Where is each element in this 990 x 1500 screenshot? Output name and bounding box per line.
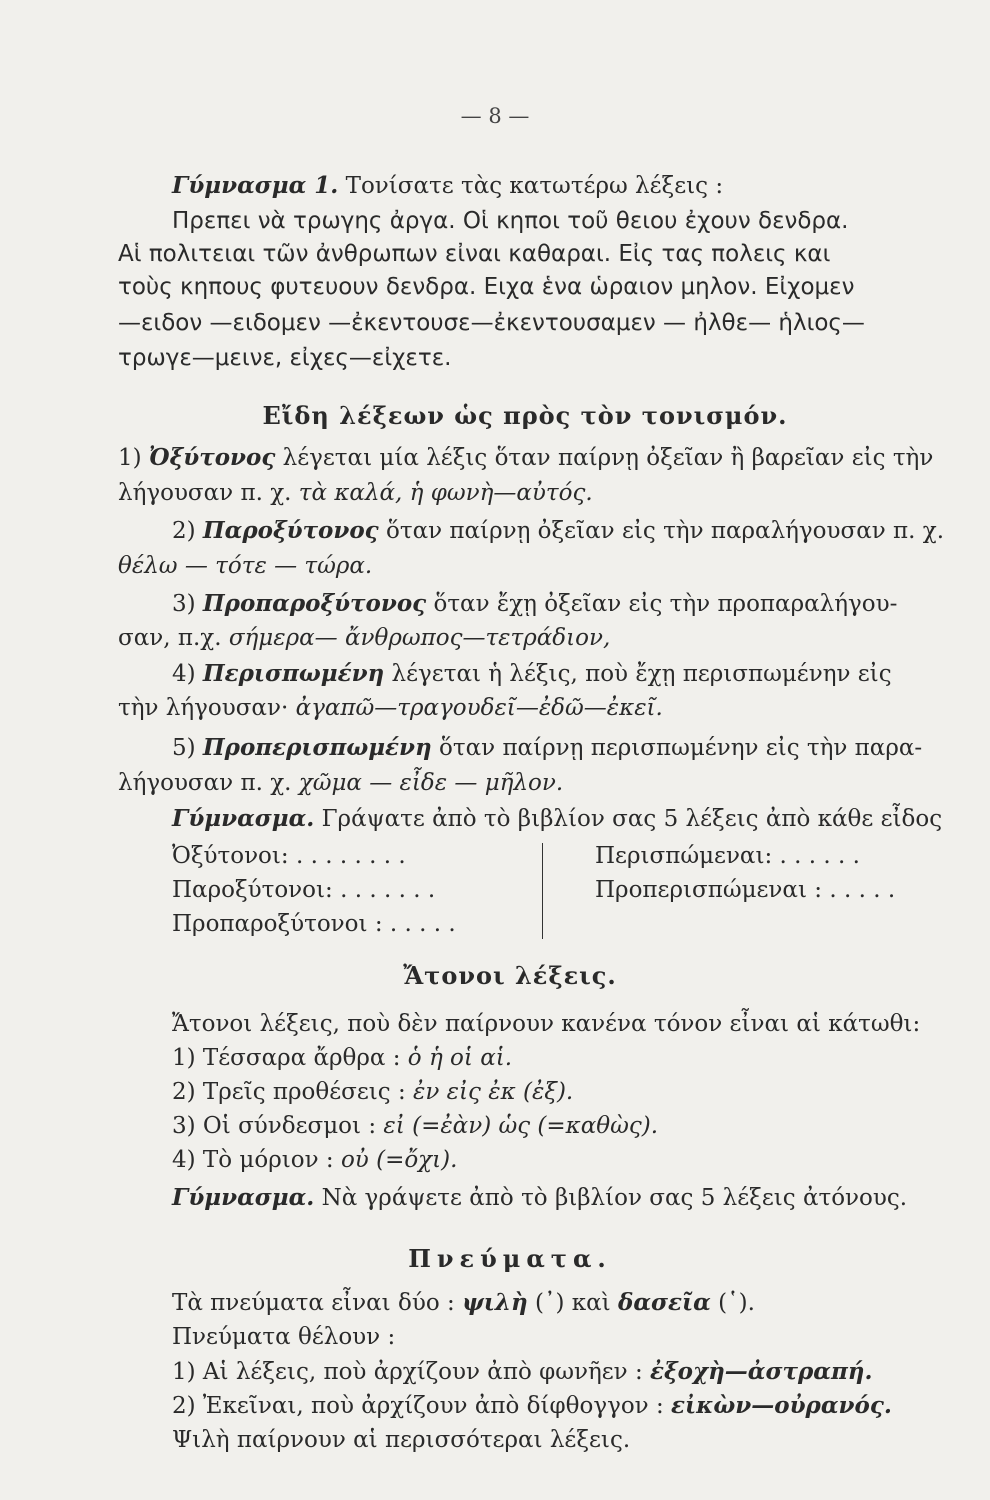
- atona-item-words: ὁ ἡ οἱ αἱ.: [407, 1045, 513, 1071]
- pneumata-item-2: [172, 1390, 950, 1422]
- exercise-1-line: Αἱ πολιτειαι τῶν ἀνθρωπων εἰναι καθαραι. Εἰς τας πολεις και: [118, 241, 831, 267]
- kind-item-4: [172, 658, 950, 690]
- item-number: 4): [172, 661, 203, 687]
- blank-proparoxytona: Προπαροξύτονοι : . . . . .: [172, 911, 456, 937]
- exercise-1-line: τοὺς κηπους φυτευουν δενδρα. Ειχα ἑνα ὡραιον μηλον. Εἰχομεν: [118, 274, 855, 300]
- atona-item-words: ἐν εἰς ἐκ (ἐξ).: [413, 1079, 574, 1105]
- blank-properispomena: Προπερισπώμεναι : . . . . .: [595, 877, 896, 903]
- term: Προπαροξύτονος: [202, 590, 427, 617]
- atona-item-words: οὐ (=ὄχι).: [340, 1147, 458, 1173]
- blank-perispomena: Περισπώμεναι: . . . . . .: [595, 843, 860, 869]
- term: Παροξύτονος: [202, 517, 379, 544]
- definition: ὅταν ἔχῃ ὀξεῖαν εἰς τὴν προπαραλήγου-: [426, 591, 898, 617]
- example-prefix: λήγουσαν π. χ.: [118, 770, 299, 796]
- kind-item-2-example: θέλω — τότε — τώρα.: [118, 553, 373, 579]
- definition: λέγεται μία λέξις ὅταν παίρνῃ ὀξεῖαν ἢ βαρεῖαν εἰς τὴν: [275, 445, 934, 471]
- exercise-2-text: Γράψατε ἀπὸ τὸ βιβλίον σας 5 λέξεις ἀπὸ κάθε εἶδος: [314, 806, 943, 832]
- blank-oxytona: Ὀξύτονοι: . . . . . . . .: [172, 843, 406, 869]
- section-heading-atona: Ἄτονοι λέξεις.: [403, 961, 617, 990]
- pneumata-item-1: [172, 1356, 950, 1388]
- term: Ὀξύτονος: [148, 444, 276, 471]
- kind-item-4-example: [118, 692, 950, 724]
- kind-item-5-example: [118, 767, 950, 799]
- definition: λέγεται ἡ λέξις, ποὺ ἔχῃ περισπωμένην εἰς: [384, 661, 892, 687]
- blank-paroxytona: Παροξύτονοι: . . . . . . .: [172, 877, 436, 903]
- kind-item-3: [172, 588, 950, 620]
- text: 1) Αἱ λέξεις, ποὺ ἀρχίζουν ἀπὸ φωνῆεν :: [172, 1359, 651, 1385]
- section-heading-accent-kinds: Εἴδη λέξεων ὡς πρὸς τὸν τονισμόν.: [262, 401, 788, 430]
- pneumata-line-1: [172, 1287, 950, 1319]
- atona-item-label: 3) Οἱ σύνδεσμοι :: [172, 1113, 384, 1139]
- pneumata-line-2: Πνεύματα θέλουν :: [172, 1324, 396, 1350]
- exercise-3-label: Γύμνασμα.: [172, 1184, 315, 1211]
- kind-item-2: [172, 515, 950, 547]
- example-prefix: σαν, π.χ.: [118, 625, 229, 651]
- exercise-1-line: —ειδον —ειδομεν —ἐκεντουσε—ἐκεντουσαμεν — ἠλθε— ἡλιος—: [118, 310, 865, 336]
- exercise-3-text: Νὰ γράψετε ἀπὸ τὸ βιβλίον σας 5 λέξεις ἀτόνους.: [314, 1185, 908, 1211]
- text: (᾿) καὶ: [527, 1290, 619, 1316]
- atona-item-label: 1) Τέσσαρα ἄρθρα :: [172, 1045, 408, 1071]
- definition: ὅταν παίρνῃ περισπωμένην εἰς τὴν παρα-: [431, 735, 923, 761]
- text: Τὰ πνεύματα εἶναι δύο :: [172, 1290, 463, 1316]
- example-words: ἐξοχὴ—ἀστραπή.: [650, 1358, 873, 1385]
- term: Προπερισπωμένη: [202, 734, 432, 761]
- example-words: τὰ καλά, ἡ φωνὴ—αὐτός.: [298, 480, 593, 506]
- text: 2) Ἐκεῖναι, ποὺ ἀρχίζουν ἀπὸ δίφθογγον :: [172, 1393, 672, 1419]
- atona-item: [172, 1144, 950, 1176]
- atona-item-label: 2) Τρεῖς προθέσεις :: [172, 1079, 414, 1105]
- pneumata-line-3: Ψιλὴ παίρνουν αἱ περισσότεραι λέξεις.: [172, 1427, 631, 1453]
- item-number: 2): [172, 518, 203, 544]
- exercise-2-header: [172, 803, 950, 835]
- exercise-2-label: Γύμνασμα.: [172, 805, 315, 832]
- section-heading-pneumata: Πνεύματα.: [408, 1244, 612, 1273]
- exercise-1-label: Γύμνασμα 1.: [172, 172, 339, 199]
- example-words: εἰκὼν—οὐρανός.: [671, 1392, 892, 1419]
- item-number: 3): [172, 591, 203, 617]
- term-psili: ψιλὴ: [462, 1289, 528, 1316]
- exercise-1-line: Πρεπει νὰ τρωγης ἀργα. Οἱ κηποι τοῦ θειου ἐχουν δενδρα.: [172, 208, 849, 234]
- atona-item-label: 4) Τὸ μόριον :: [172, 1147, 341, 1173]
- page-number: — 8 —: [460, 104, 530, 128]
- column-divider: [542, 843, 543, 939]
- kind-item-1: [118, 442, 950, 474]
- exercise-3: [172, 1182, 950, 1214]
- example-words: σήμερα— ἄνθρωπος—τετράδιον,: [228, 625, 611, 651]
- exercise-1-header: [172, 170, 950, 202]
- example-words: ἀγαπῶ—τραγουδεῖ—ἐδῶ—ἐκεῖ.: [295, 695, 663, 721]
- definition: ὅταν παίρνῃ ὀξεῖαν εἰς τὴν παραλήγουσαν π. χ.: [378, 518, 945, 544]
- atona-item: [172, 1110, 950, 1142]
- example-prefix: λήγουσαν π. χ.: [118, 480, 299, 506]
- kind-item-3-example: [118, 622, 950, 654]
- kind-item-1-example: [118, 477, 950, 509]
- exercise-1-line: τρωγε—μεινε, εἰχες—εἰχετε.: [118, 345, 452, 371]
- example-words: χῶμα — εἶδε — μῆλον.: [298, 770, 564, 796]
- item-number: 5): [172, 735, 203, 761]
- atona-item: [172, 1042, 950, 1074]
- atona-intro: Ἄτονοι λέξεις, ποὺ δὲν παίρνουν κανένα τόνον εἶναι αἱ κάτωθι:: [172, 1011, 921, 1037]
- text: (῾).: [710, 1290, 755, 1316]
- term-daseia: δασεῖα: [618, 1289, 711, 1316]
- kind-item-5: [172, 732, 950, 764]
- atona-item: [172, 1076, 950, 1108]
- atona-item-words: εἰ (=ἐὰν) ὡς (=καθὼς).: [383, 1113, 659, 1139]
- exercise-1-intro: Τονίσατε τὰς κατωτέρω λέξεις :: [338, 173, 724, 199]
- term: Περισπωμένη: [202, 660, 385, 687]
- item-number: 1): [118, 445, 149, 471]
- example-prefix: τὴν λήγουσαν·: [118, 695, 296, 721]
